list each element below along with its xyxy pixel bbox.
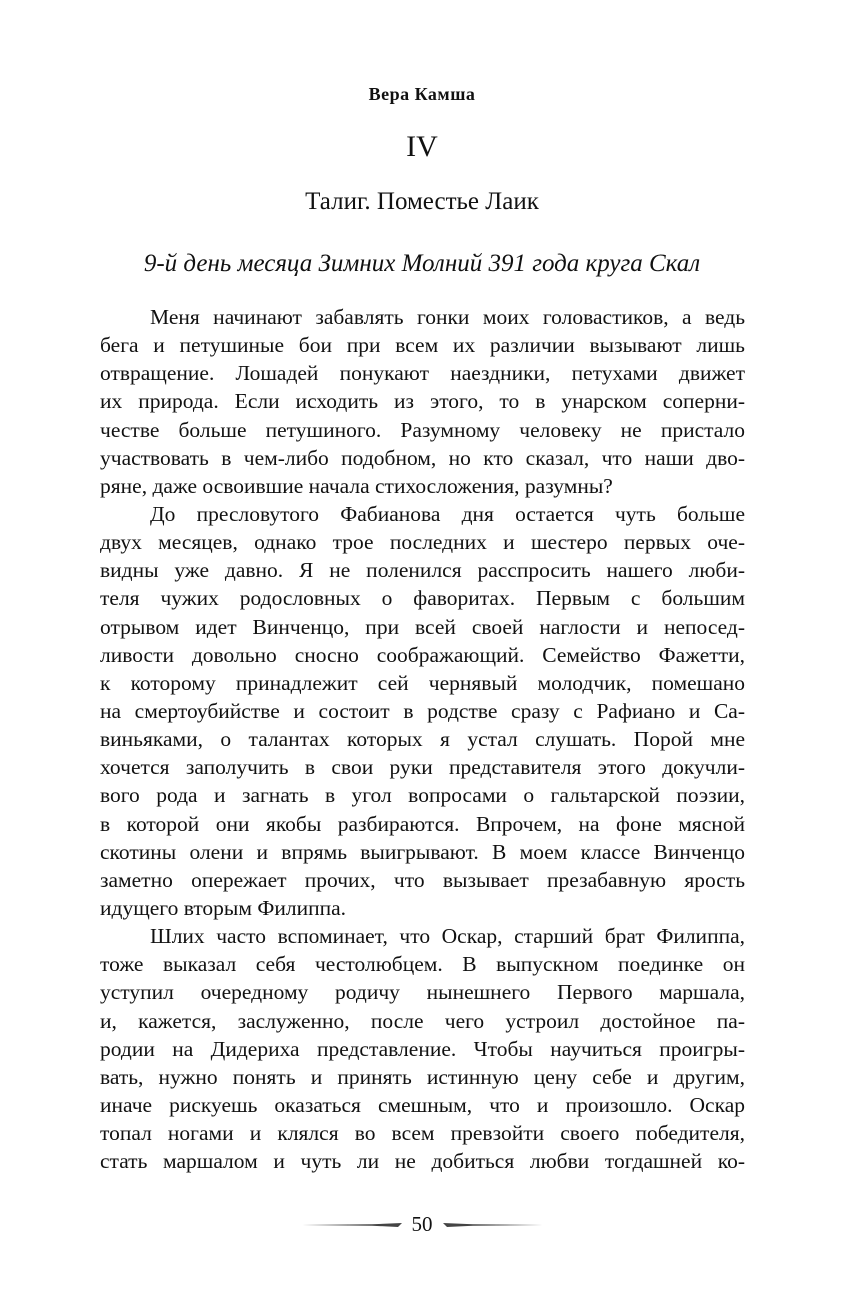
text-line: хочется заполучить в свои руки представителя этого докучли-	[100, 755, 745, 780]
ornament-right-icon	[443, 1221, 543, 1229]
text-line: До пресловутого Фабианова дня остается чуть больше	[150, 501, 745, 526]
body-text	[100, 303, 745, 1175]
text-line: заметно опережает прочих, что вызывает презабавную ярость	[100, 867, 745, 892]
text-line: и, кажется, заслуженно, после чего устроил достойное па-	[100, 1008, 745, 1033]
text-line: вать, нужно понять и принять истинную цену себе и другим,	[100, 1064, 745, 1089]
chapter-place-heading: Талиг. Поместье Лаик	[305, 188, 539, 215]
text-line: стать маршалом и чуть ли не добиться любви тогдашней ко-	[100, 1149, 745, 1174]
page-number: 50	[411, 1212, 433, 1236]
text-line: уступил очередному родичу нынешнего Первого маршала,	[100, 980, 745, 1005]
chapter-number: IV	[406, 130, 438, 163]
paragraph	[100, 922, 745, 1175]
text-line: Меня начинают забавлять гонки моих головастиков, а ведь	[150, 305, 745, 329]
text-line: топал ногами и клялся во всем превзойти своего победителя,	[100, 1121, 745, 1146]
text-line: к которому принадлежит сей чернявый молодчик, помешано	[100, 670, 745, 695]
text-line: двух месяцев, однако трое последних и шестеро первых оче-	[100, 530, 745, 555]
text-line: идущего вторым Филиппа.	[100, 895, 347, 920]
text-line: честве больше петушиного. Разумному человеку не пристало	[100, 417, 745, 442]
text-line: теля чужих родословных о фаворитах. Первым с большим	[100, 586, 745, 611]
paragraph	[100, 500, 745, 922]
text-line: участвовать в чем-либо подобном, но кто сказал, что наши дво-	[100, 445, 745, 470]
running-header-author: Вера Камша	[368, 84, 476, 104]
text-line: отрывом идет Винченцо, при всей своей наглости и непосед-	[100, 614, 745, 639]
ornament-left-icon	[302, 1221, 402, 1229]
text-line: отвращение. Лошадей понукают наездники, петухами движет	[100, 361, 745, 386]
text-line: вого рода и загнать в угол вопросами о гальтарской поэзии,	[100, 783, 745, 808]
text-line: бега и петушиные бои при всем их различии вызывают лишь	[100, 333, 745, 358]
text-line: иначе рискуешь оказаться смешным, что и произошло. Оскар	[100, 1092, 745, 1117]
text-line: их природа. Если исходить из этого, то в унарском соперни-	[100, 389, 745, 414]
page-footer	[0, 1212, 844, 1237]
text-line: ряне, даже освоившие начала стихосложения, разумны?	[100, 473, 613, 498]
text-line: ливости довольно сносно соображающий. Семейство Фажетти,	[100, 642, 745, 667]
text-line: Шлих часто вспоминает, что Оскар, старший брат Филиппа,	[150, 924, 745, 949]
text-line: виньяками, о талантах которых я устал слушать. Порой мне	[100, 727, 745, 752]
text-line: на смертоубийстве и состоит в родстве сразу с Рафиано и Са-	[100, 698, 745, 723]
text-line: в которой они якобы разбираются. Впрочем, на фоне мясной	[100, 811, 745, 836]
paragraph	[100, 303, 745, 500]
text-line: родии на Дидериха представление. Чтобы научиться проигры-	[100, 1036, 745, 1061]
text-line: тоже выказал себя честолюбцем. В выпускном поединке он	[100, 952, 745, 977]
text-line: скотины олени и впрямь выигрывают. В моем классе Винченцо	[100, 839, 745, 864]
text-line: видны уже давно. Я не поленился расспросить нашего люби-	[100, 558, 745, 583]
chapter-date-heading: 9-й день месяца Зимних Молний 391 года круга Скал	[143, 250, 701, 277]
